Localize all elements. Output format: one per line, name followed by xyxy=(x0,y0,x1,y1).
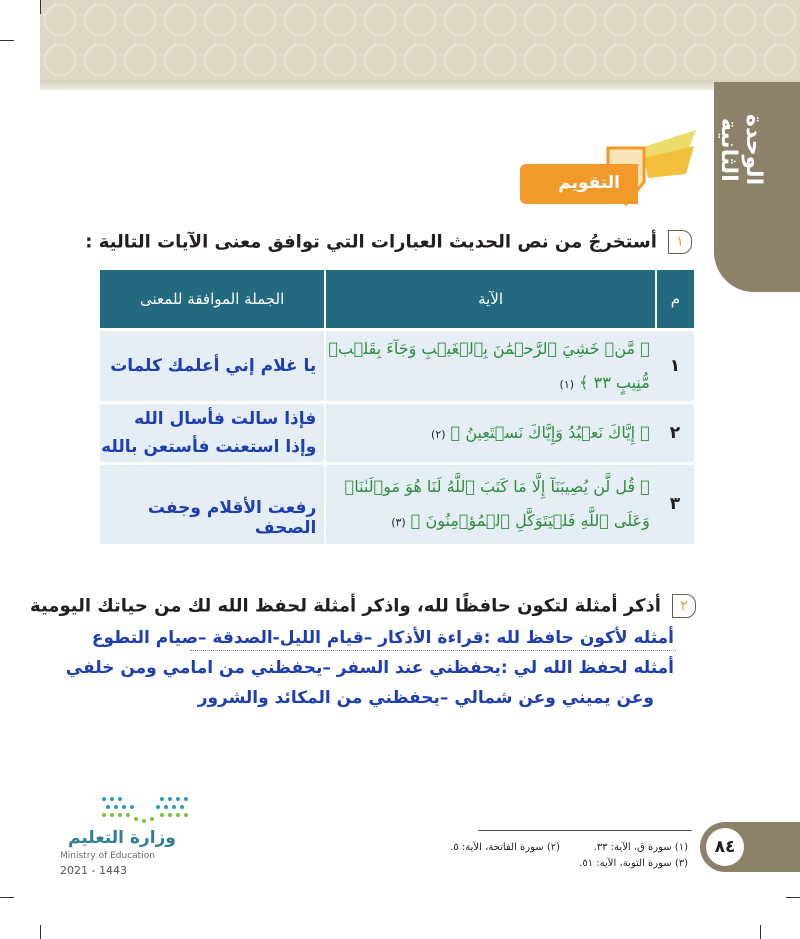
footnote-ref: (٢) xyxy=(431,428,446,441)
question-1-text: أستخرجُ من نص الحديث العبارات التي توافق معنى الآيات التالية : xyxy=(85,231,657,253)
footnote-ref: (١) xyxy=(559,378,575,391)
evaluation-table xyxy=(100,270,694,544)
page-number: ٨٤ xyxy=(706,828,744,866)
answer-cell: رفعت الأقلام وجفت الصحف xyxy=(100,464,325,544)
verse-cell xyxy=(325,464,656,544)
crop-mark xyxy=(0,897,14,898)
question-2-text: أذكر أمثلة لتكون حافظًا لله، واذكر أمثلة لحفظ الله لك من حياتك اليومية xyxy=(30,595,661,617)
section-label: التقويم xyxy=(558,173,620,193)
ministry-logo-icon xyxy=(100,795,192,825)
question-number-badge: ٢ xyxy=(672,594,696,618)
ministry-name-english: Ministry of Education xyxy=(60,851,155,861)
header-decoration xyxy=(40,0,800,90)
verse-text: ﴿ قُل لَّن يُصِيبَنَآ إِلَّا مَا كَتَبَ ٱللَّهُ لَنَا هُوَ مَوۡلَىٰنَاۚ وَعَلَى ٱللَّهِ فَلۡيَتَوَكَّلِ ٱلۡمُؤۡمِنُونَ ﴾ xyxy=(344,477,650,531)
question-1 xyxy=(85,230,692,254)
table-row xyxy=(100,464,694,544)
unit-title: الوحدة الثانية xyxy=(716,114,766,186)
answer-line: أمثله لأكون حافظ لله :قراءة الأذكار –قيام الليل-الصدقة –صيام التطوع xyxy=(91,628,674,648)
footnote: (٣) سورة التوبة، الآية: ٥١. xyxy=(579,858,688,869)
verse-cell xyxy=(325,330,656,403)
dotted-rule xyxy=(190,650,676,651)
answer-cell: فإذا سالت فأسال الله وإذا استعنت فأستعن بالله xyxy=(100,403,325,464)
crop-mark xyxy=(0,40,14,41)
col-header-verse: الآية xyxy=(325,270,656,330)
row-number: ٢ xyxy=(656,403,694,464)
footnote-ref: (٣) xyxy=(391,516,406,530)
table-row xyxy=(100,403,694,464)
col-header-answer: الجملة الموافقة للمعنى xyxy=(100,270,325,330)
crop-mark xyxy=(760,925,761,939)
row-number: ١ xyxy=(656,330,694,403)
table-row xyxy=(100,330,694,403)
answer-line: وعن يميني وعن شمالي –يحفظني من المكائد والشرور xyxy=(197,688,654,708)
footnote: (٢) سورة الفاتحة، الآية: ٥. xyxy=(450,842,560,853)
verse-cell xyxy=(325,403,656,464)
verse-text: ﴿ مَّنۡ خَشِيَ ٱلرَّحۡمَٰنَ بِٱلۡغَيۡبِ وَجَآءَ بِقَلۡبٖ مُّنِيبٍ ٣٣ ﴾ xyxy=(328,339,650,392)
crop-mark xyxy=(40,925,41,939)
crop-mark xyxy=(786,897,800,898)
footnote: (١) سورة ق، الآية: ٣٣. xyxy=(593,842,688,853)
row-number: ٣ xyxy=(656,464,694,544)
edition-year: 2021 - 1443 xyxy=(60,864,127,877)
question-2 xyxy=(30,594,696,618)
col-header-number: م xyxy=(656,270,694,330)
crop-mark xyxy=(40,0,41,14)
verse-text: ﴿ إِيَّاكَ نَعۡبُدُ وَإِيَّاكَ نَسۡتَعِينُ ﴾ xyxy=(450,423,650,442)
footnote-rule xyxy=(478,830,692,831)
ministry-name-arabic: وزارة التعليم xyxy=(68,828,176,848)
answer-line: أمثله لحفظ الله لي :يحفظني عند السفر –يحفظني من امامي ومن خلفي xyxy=(65,658,674,678)
answer-cell: يا غلام إني أعلمك كلمات xyxy=(100,330,325,403)
question-number-badge: ١ xyxy=(668,230,692,254)
